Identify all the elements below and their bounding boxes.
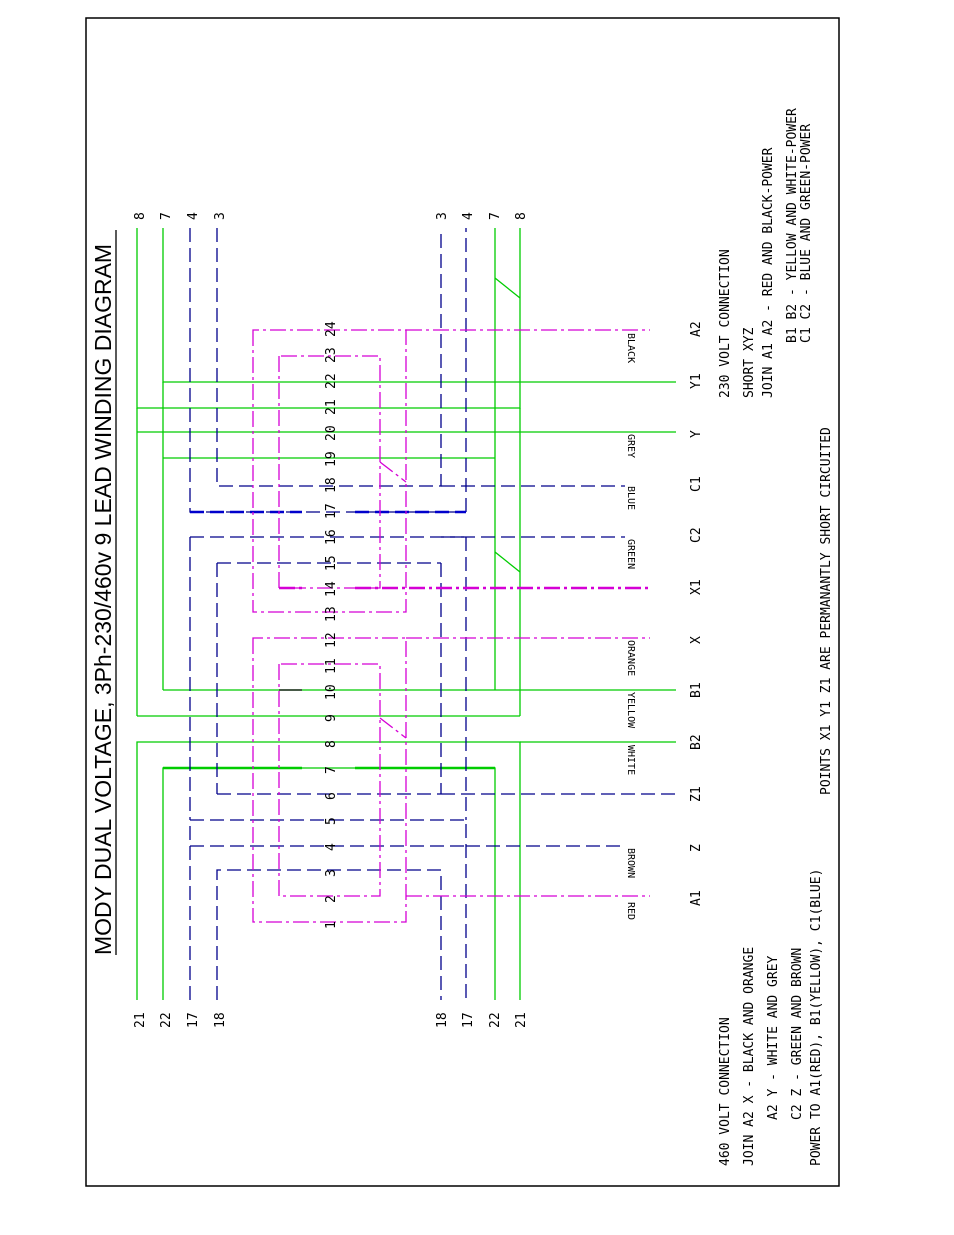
top-right-ends (133, 212, 228, 220)
svg-text:4: 4 (324, 843, 339, 851)
connection-230 (718, 108, 814, 398)
svg-text:22: 22 (159, 1012, 174, 1028)
svg-text:230 VOLT CONNECTION: 230 VOLT CONNECTION (718, 249, 733, 398)
svg-text:C2: C2 (689, 527, 704, 543)
svg-text:A2: A2 (689, 321, 704, 337)
svg-text:17: 17 (461, 1012, 476, 1028)
svg-text:WHITE: WHITE (625, 745, 636, 776)
svg-text:YELLOW: YELLOW (625, 692, 636, 729)
svg-text:ORANGE: ORANGE (625, 640, 636, 677)
svg-text:460 VOLT CONNECTION: 460 VOLT CONNECTION (718, 1017, 733, 1166)
svg-text:C2 Z - GREEN AND BROWN: C2 Z - GREEN AND BROWN (790, 947, 805, 1120)
svg-text:17: 17 (324, 503, 339, 519)
svg-text:X: X (689, 636, 704, 644)
svg-text:GREEN: GREEN (625, 539, 636, 570)
svg-text:Z: Z (689, 844, 704, 852)
svg-text:Z1: Z1 (689, 786, 704, 802)
svg-text:15: 15 (324, 555, 339, 571)
svg-text:4: 4 (461, 212, 476, 220)
svg-text:3: 3 (213, 212, 228, 220)
connection-460 (718, 869, 824, 1166)
bottom-right-ends (435, 212, 529, 220)
svg-text:B2: B2 (689, 734, 704, 750)
diagram-title: MODY DUAL VOLTAGE, 3Ph-230/460v 9 LEAD WINDING DIAGRAM (90, 243, 116, 955)
svg-text:A2 Y - WHITE AND GREY: A2 Y - WHITE AND GREY (766, 955, 781, 1120)
svg-text:10: 10 (324, 684, 339, 700)
svg-text:21: 21 (324, 399, 339, 415)
diagram-border (86, 18, 839, 1186)
svg-text:22: 22 (488, 1012, 503, 1028)
svg-text:JOIN A1 A2 - RED AND BLACK-P: JOIN A1 A2 - RED AND BLACK-POWER (761, 147, 776, 398)
wires (137, 228, 676, 1000)
svg-text:SHORT XYZ: SHORT XYZ (742, 327, 757, 398)
svg-text:BROWN: BROWN (625, 848, 636, 879)
svg-text:12: 12 (324, 632, 339, 648)
svg-text:9: 9 (324, 714, 339, 722)
svg-text:2: 2 (324, 895, 339, 903)
svg-text:3: 3 (435, 212, 450, 220)
svg-text:X1: X1 (689, 579, 704, 595)
svg-text:B1 B2 - YELLOW AND WHITE-POWER: B1 B2 - YELLOW AND WHITE-POWER (785, 108, 800, 343)
svg-text:1: 1 (324, 921, 339, 929)
lead-names (689, 321, 704, 906)
svg-text:BLACK: BLACK (625, 333, 636, 364)
svg-text:21: 21 (133, 1012, 148, 1028)
svg-text:7: 7 (159, 212, 174, 220)
svg-text:3: 3 (324, 869, 339, 877)
wire-color-labels (625, 333, 636, 920)
svg-text:13: 13 (324, 606, 339, 622)
svg-text:22: 22 (324, 373, 339, 389)
svg-text:11: 11 (324, 658, 339, 674)
top-left-ends (133, 1012, 228, 1028)
svg-text:8: 8 (324, 740, 339, 748)
svg-text:GREY: GREY (625, 434, 636, 459)
svg-text:16: 16 (324, 529, 339, 545)
svg-text:6: 6 (324, 792, 339, 800)
svg-text:5: 5 (324, 817, 339, 825)
svg-text:7: 7 (324, 766, 339, 774)
svg-text:8: 8 (133, 212, 148, 220)
svg-text:24: 24 (324, 321, 339, 337)
svg-text:20: 20 (324, 425, 339, 441)
svg-text:BLUE: BLUE (625, 486, 636, 511)
svg-text:A1: A1 (689, 890, 704, 906)
svg-text:Y: Y (689, 430, 704, 438)
svg-text:8: 8 (514, 212, 529, 220)
svg-text:C1: C1 (689, 476, 704, 492)
svg-text:18: 18 (324, 477, 339, 493)
svg-text:7: 7 (488, 212, 503, 220)
svg-text:POWER TO A1(RED), B1(YELLOW),: POWER TO A1(RED), B1(YELLOW), C1(BLUE) (809, 868, 824, 1166)
svg-text:Y1: Y1 (689, 373, 704, 389)
short-circuit-note: POINTS X1 Y1 Z1 ARE PERMANANTLY SHORT CIRCUITED (819, 427, 834, 795)
svg-text:14: 14 (324, 581, 339, 597)
svg-text:23: 23 (324, 347, 339, 363)
svg-text:19: 19 (324, 451, 339, 467)
svg-text:18: 18 (213, 1012, 228, 1028)
svg-text:17: 17 (186, 1012, 201, 1028)
svg-text:JOIN A2 X - BLACK AND ORANGE: JOIN A2 X - BLACK AND ORANGE (742, 946, 757, 1166)
svg-text:C1 C2 - BLUE AND GREEN-POWER: C1 C2 - BLUE AND GREEN-POWER (799, 123, 814, 343)
svg-text:21: 21 (514, 1012, 529, 1028)
svg-text:18: 18 (435, 1012, 450, 1028)
terminal-numbers (324, 321, 339, 929)
bottom-left-ends (435, 1012, 529, 1028)
svg-text:B1: B1 (689, 682, 704, 698)
svg-text:4: 4 (186, 212, 201, 220)
svg-text:RED: RED (625, 902, 636, 921)
